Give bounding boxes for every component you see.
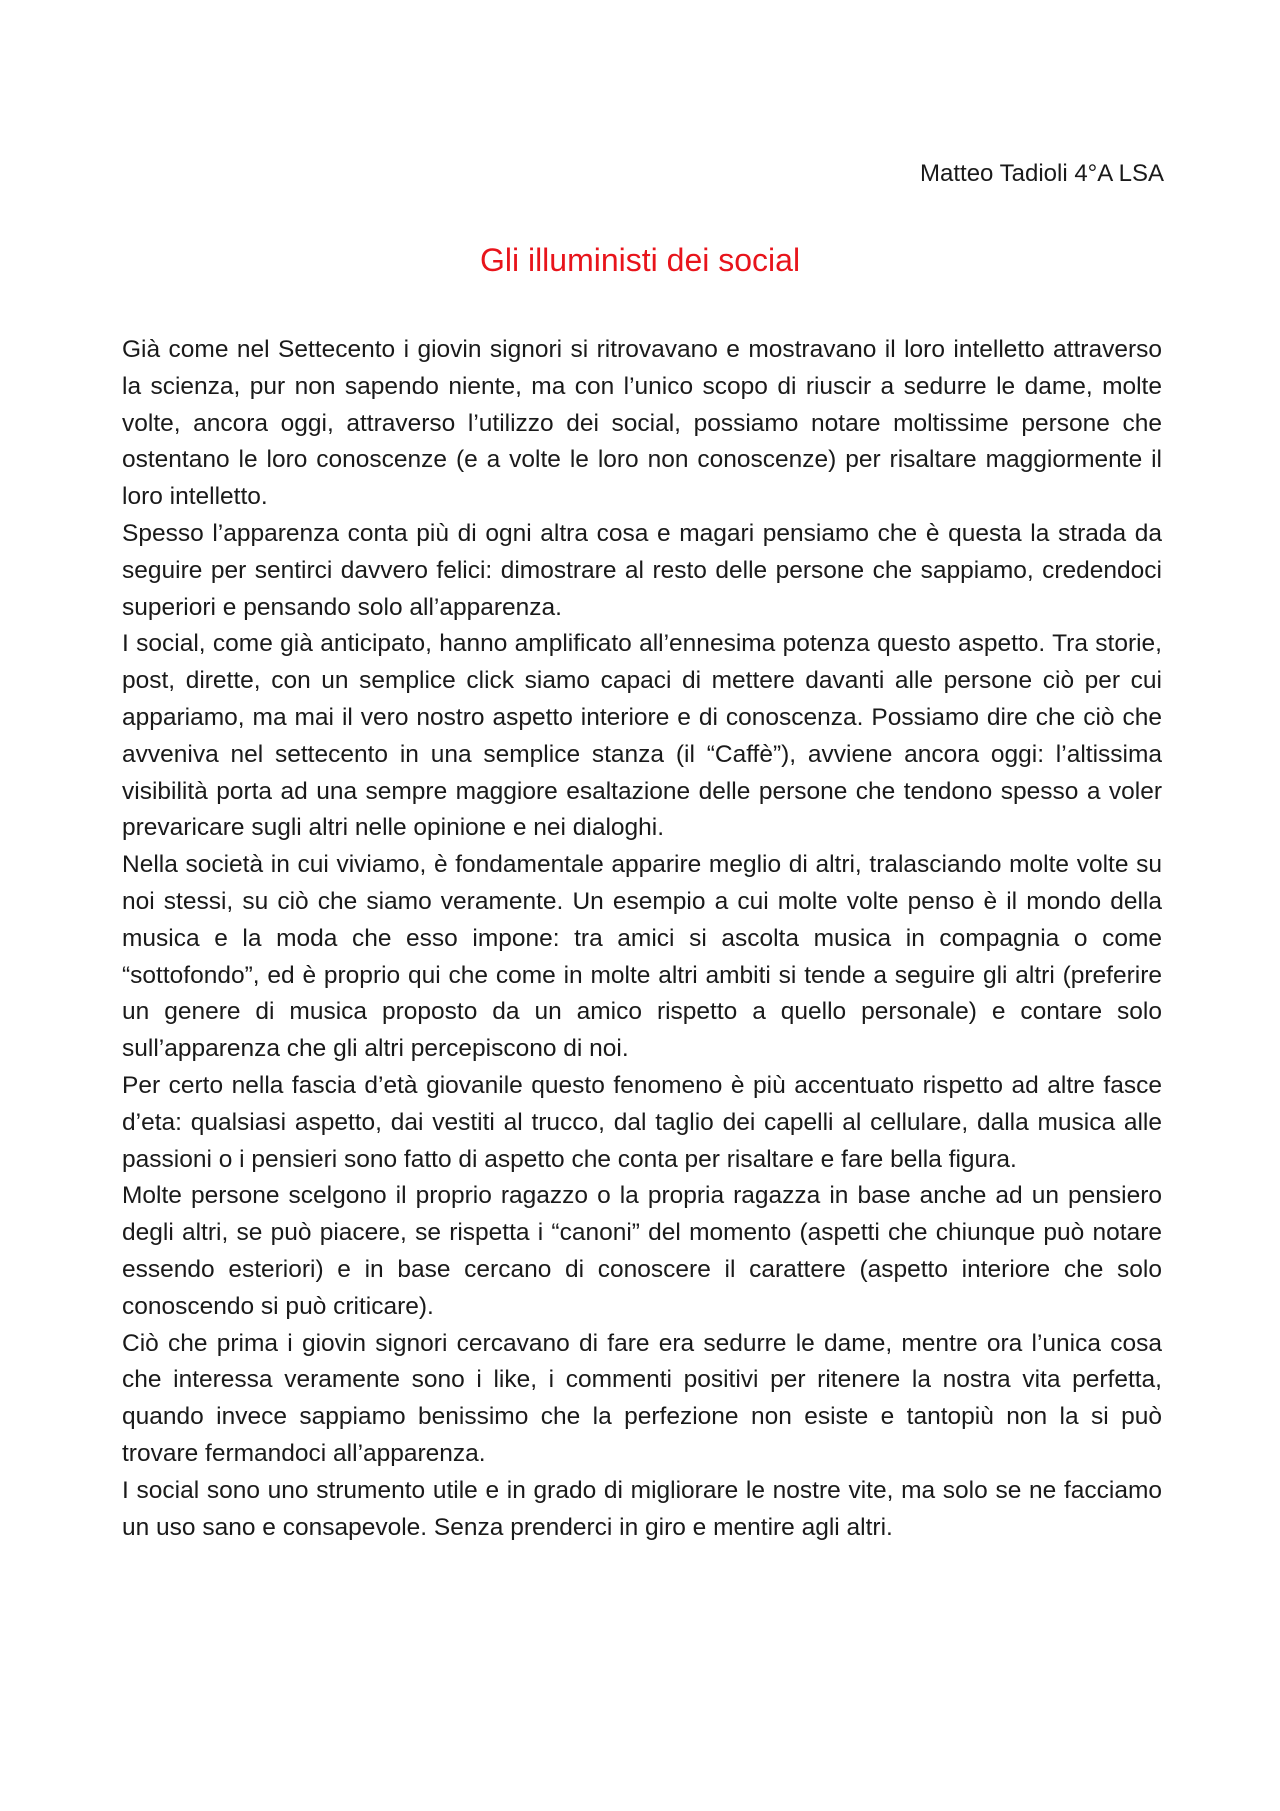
paragraph: Per certo nella fascia d’età giovanile questo fenomeno è più accentuato rispetto ad altre fasce d’eta: qualsiasi aspetto, dai vestiti al trucco, dal taglio dei capelli al cellulare, dalla musica alle passioni o i pensieri sono fatto di aspetto che conta per risaltare e fare bella figura. xyxy=(122,1071,1162,1173)
author-line: Matteo Tadioli 4°A LSA xyxy=(920,160,1164,187)
paragraph: Ciò che prima i giovin signori cercavano di fare era sedurre le dame, mentre ora l’unica cosa che interessa veramente sono i like, i commenti positivi per ritenere la nostra vita perfetta, quando invece sappiamo benissimo che la perfezione non esiste e tantopiù non la si può trovare fermandoci all’apparenza. xyxy=(122,1329,1162,1467)
document-title: Gli illuministi dei social xyxy=(479,242,801,278)
paragraph: I social sono uno strumento utile e in grado di migliorare le nostre vite, ma solo se ne facciamo un uso sano e consapevole. Senza prenderci in giro e mentire agli altri. xyxy=(122,1476,1162,1541)
paragraph: Spesso l’apparenza conta più di ogni altra cosa e magari pensiamo che è questa la strada da seguire per sentirci davvero felici: dimostrare al resto delle persone che sappiamo, credendoci superiori e pensando solo all’apparenza. xyxy=(122,519,1162,621)
paragraph: I social, come già anticipato, hanno amplificato all’ennesima potenza questo aspetto. Tra storie, post, dirette, con un semplice click siamo capaci di mettere davanti alle persone ciò per cui appariamo, ma mai il vero nostro aspetto interiore e di conoscenza. Possiamo dire che ciò che avveniva nel settecento in una semplice stanza (il “Caffè”), avviene ancora oggi: l’altissima visibilità porta ad una sempre maggiore esaltazione delle persone che tendono spesso a voler prevaricare sugli altri nelle opinione e nei dialoghi. xyxy=(122,630,1162,842)
paragraph: Nella società in cui viviamo, è fondamentale apparire meglio di altri, tralasciando molte volte su noi stessi, su ciò che siamo veramente. Un esempio a cui molte volte penso è il mondo della musica e la moda che esso impone: tra amici si ascolta musica in compagnia o come “sottofondo”, ed è proprio qui che come in molte altri ambiti si tende a seguire gli altri (preferire un genere di musica proposto da un amico rispetto a quello personale) e contare solo sull’apparenza che gli altri percepiscono di noi. xyxy=(122,851,1162,1063)
paragraph: Molte persone scelgono il proprio ragazzo o la propria ragazza in base anche ad un pensiero degli altri, se può piacere, se rispetta i “canoni” del momento (aspetti che chiunque può notare essendo esteriori) e in base cercano di conoscere il carattere (aspetto interiore che solo conoscendo si può criticare). xyxy=(122,1182,1162,1320)
document-body xyxy=(122,332,1162,1546)
paragraph: Già come nel Settecento i giovin signori si ritrovavano e mostravano il loro intelletto attraverso la scienza, pur non sapendo niente, ma con l’unico scopo di riuscir a sedurre le dame, molte volte, ancora oggi, attraverso l’utilizzo dei social, possiamo notare moltissime persone che ostentano le loro conoscenze (e a volte le loro non conoscenze) per risaltare maggiormente il loro intelletto. xyxy=(122,336,1162,511)
